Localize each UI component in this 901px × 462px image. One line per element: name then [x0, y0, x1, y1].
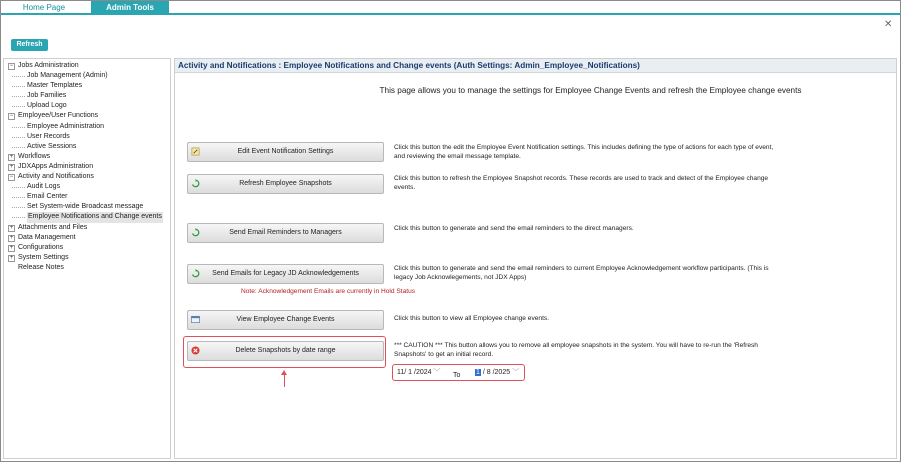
- sidebar-item-label: JDXApps Administration: [18, 162, 94, 170]
- refresh-icon: [191, 228, 200, 237]
- refresh-icon: [191, 179, 200, 188]
- date-from-value: 11/ 1 /2024: [397, 369, 432, 376]
- delete-snapshots-by-date-range-button[interactable]: [187, 341, 384, 361]
- send-reminders-description: Click this button to generate and send the email reminders to the direct managers.: [394, 225, 634, 232]
- edit-settings-description: Click this button the edit the Employee Event Notification settings. This includes defining the type of actions for each type of event, and reviewing the email message template.: [394, 144, 774, 160]
- sidebar-tree-panel: [3, 58, 171, 459]
- sidebar-item-label: Configurations: [18, 243, 64, 251]
- send-legacy-acknowledgement-emails-button[interactable]: [187, 264, 384, 284]
- tree-expander-icon[interactable]: +: [9, 163, 14, 170]
- tree-expander-icon[interactable]: −: [9, 174, 14, 181]
- date-to-month-selected: 1: [476, 369, 480, 376]
- refresh-icon: [191, 269, 200, 278]
- sidebar-item-label: Employee Administration: [27, 122, 105, 130]
- sidebar-item-label: System Settings: [18, 253, 69, 261]
- send-email-reminders-button[interactable]: [187, 223, 384, 243]
- button-label: View Employee Change Events: [236, 316, 335, 323]
- delete-icon: [191, 346, 200, 355]
- date-to-rest: / 8 /2025: [482, 369, 511, 376]
- button-label: Send Email Reminders to Managers: [229, 229, 342, 236]
- page-intro: This page allows you to manage the settings for Employee Change Events and refresh the Employee change events: [379, 86, 802, 95]
- refresh-snapshots-description: Click this button to refresh the Employee Snapshot records. These records are used to track and detect of the Employee change events.: [394, 175, 769, 191]
- button-label: Send Emails for Legacy JD Acknowledgements: [212, 270, 359, 277]
- button-label: Delete Snapshots by date range: [235, 347, 336, 354]
- tab-admin-tools[interactable]: Admin Tools: [91, 1, 169, 15]
- tab-home-page[interactable]: Home Page: [22, 3, 66, 12]
- tree-expander-icon[interactable]: +: [9, 153, 14, 160]
- date-from-input[interactable]: [397, 366, 440, 379]
- edit-icon: [191, 147, 200, 156]
- sidebar-item-label: Jobs Administration: [18, 62, 79, 69]
- sidebar-item-label: Employee/User Functions: [18, 112, 99, 120]
- tree-expander-icon[interactable]: +: [9, 244, 14, 251]
- sidebar-item-label: Employee Notifications and Change events: [27, 212, 163, 222]
- edit-event-notification-settings-button[interactable]: [187, 142, 384, 162]
- sidebar-item-label: Attachments and Files: [18, 223, 88, 231]
- date-to-label: To: [453, 372, 461, 379]
- window-icon: [191, 315, 200, 324]
- sidebar-item-label: Activity and Notifications: [18, 173, 94, 181]
- page-title: Activity and Notifications : Employee Notifications and Change events (Auth Settings: Admin_Employee_Notifications): [175, 59, 896, 73]
- legacy-ack-description: Click this button to generate and send the email reminders to current Employee Acknowledgement workflow participants. (This is legacy Job Acknowlegements, not JDX Apps): [394, 265, 769, 281]
- view-events-description: Click this button to view all Employee change events.: [394, 315, 550, 322]
- sidebar-item-label: Master Templates: [27, 82, 83, 90]
- top-tab-bar: [1, 1, 900, 15]
- tree-expander-icon[interactable]: +: [9, 224, 14, 231]
- view-employee-change-events-button[interactable]: [187, 310, 384, 330]
- tree-expander-icon[interactable]: −: [9, 63, 14, 69]
- tree-expander-icon[interactable]: −: [9, 113, 14, 120]
- button-label: Edit Event Notification Settings: [237, 148, 334, 155]
- close-icon[interactable]: ✕: [884, 19, 893, 30]
- sidebar-item-label: Set System-wide Broadcast message: [27, 203, 144, 211]
- sidebar-item-label: Release Notes: [18, 263, 64, 271]
- annotation-arrow-line: [284, 374, 285, 387]
- sidebar-item-label: Email Center: [27, 193, 68, 201]
- delete-snapshots-description: *** CAUTION *** This button allows you to remove all employee snapshots in the system. You will have to re-run the 'Refresh Snapshots' to get an initial record.: [394, 342, 758, 358]
- chevron-down-icon[interactable]: ﹀: [512, 369, 520, 376]
- tree-expander-icon[interactable]: +: [9, 234, 14, 241]
- sidebar-item-label: Audit Logs: [27, 183, 61, 191]
- sidebar-item-label: Active Sessions: [27, 142, 77, 150]
- main-panel: [174, 58, 897, 459]
- sidebar-item-label: Job Management (Admin): [27, 72, 108, 80]
- button-label: Refresh Employee Snapshots: [239, 180, 332, 187]
- sidebar-item-label: Job Families: [27, 92, 67, 100]
- date-to-input[interactable]: [475, 366, 519, 379]
- refresh-employee-snapshots-button[interactable]: [187, 174, 384, 194]
- sidebar-item-label: Workflows: [18, 152, 51, 160]
- sidebar-item-label: Data Management: [18, 233, 76, 241]
- refresh-button[interactable]: Refresh: [11, 39, 48, 51]
- sidebar-item-label: User Records: [27, 132, 70, 140]
- sidebar-item-label: Upload Logo: [27, 102, 67, 110]
- tree-expander-icon[interactable]: +: [9, 254, 14, 261]
- hold-status-note: Note: Acknowledgement Emails are currently in Hold Status: [241, 288, 416, 295]
- chevron-down-icon[interactable]: ﹀: [433, 369, 441, 376]
